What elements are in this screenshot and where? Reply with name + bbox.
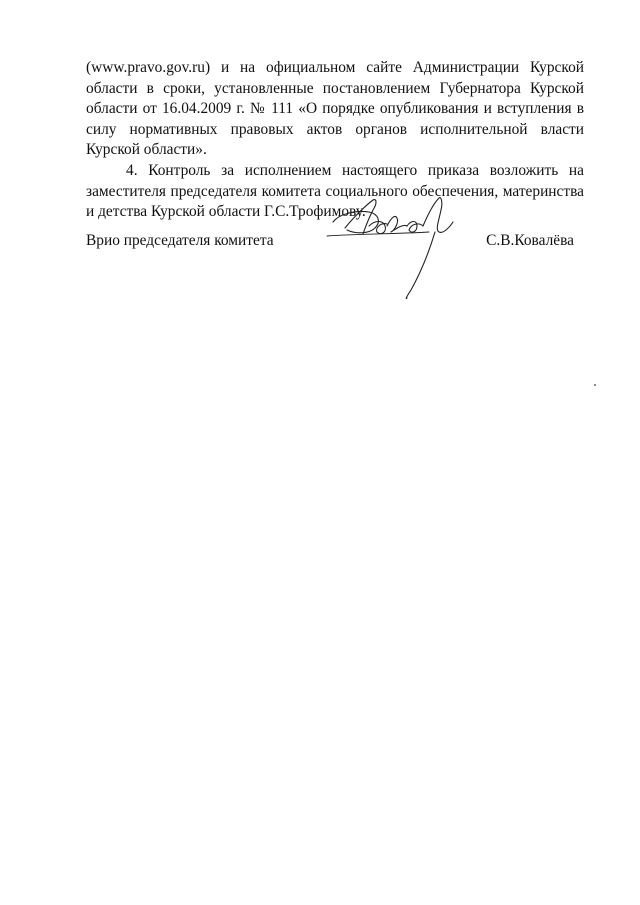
- signatory-name: С.В.Ковалёва: [486, 232, 574, 249]
- scan-speck: [594, 384, 596, 386]
- signature-block: [86, 232, 584, 256]
- text-line: области от 16.04.2009 г. № 111 «О порядке опубликования и вступления в: [86, 100, 584, 118]
- text-line: (www.pravo.gov.ru) и на официальном сайте Администрации Курской: [86, 59, 584, 76]
- signatory-position: Врио председателя комитета: [86, 232, 274, 249]
- text-line: и детства Курской области Г.С.Трофимову.: [86, 203, 366, 221]
- text-line: силу нормативных правовых актов органов исполнительной власти: [86, 120, 584, 138]
- text-line: 4. Контроль за исполнением настоящего приказа возложить на: [126, 161, 584, 179]
- paragraph-publication: [86, 58, 584, 161]
- text-line: области в сроки, установленные постановлением Губернатора Курской: [86, 79, 584, 97]
- text-line: заместителя председателя комитета социального обеспечения, материнства: [86, 182, 584, 200]
- text-line: Курской области».: [86, 141, 207, 159]
